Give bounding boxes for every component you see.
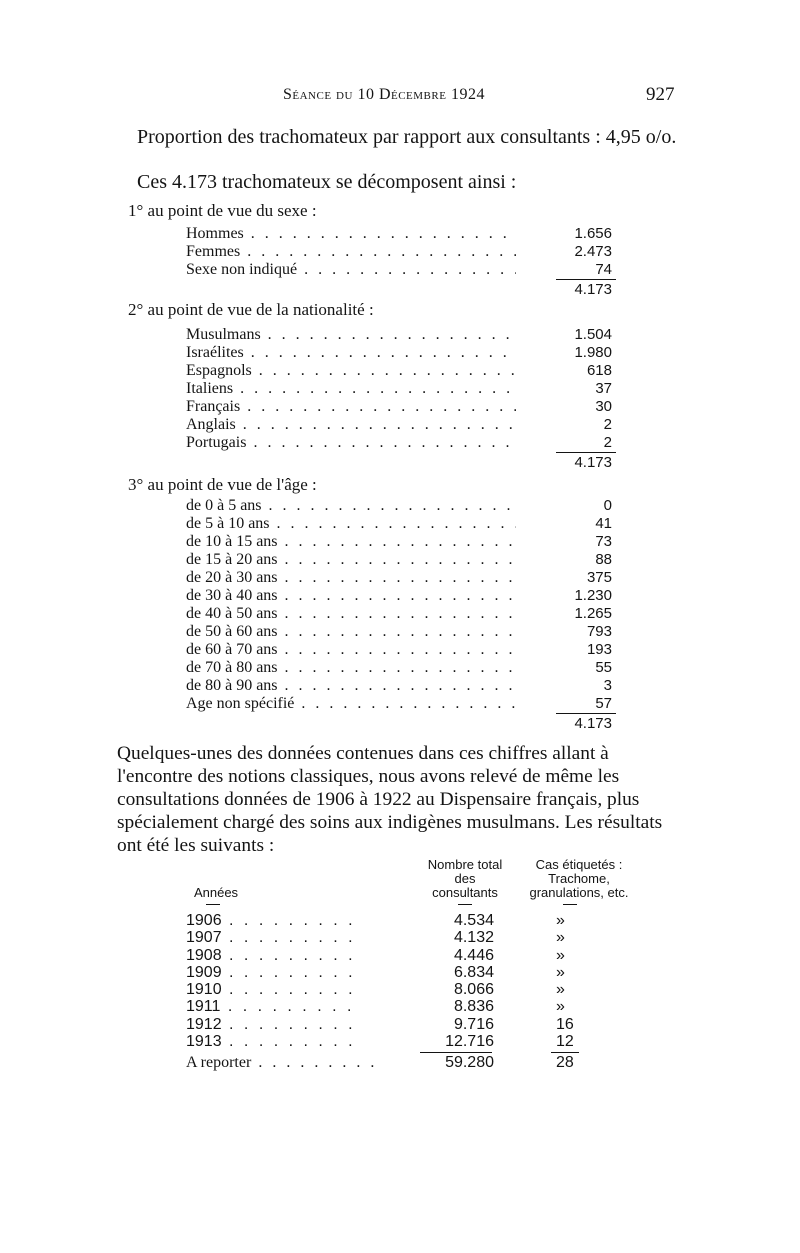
table-row bbox=[186, 605, 616, 623]
row-label: Femmes . . . bbox=[186, 243, 516, 261]
table-row bbox=[186, 344, 616, 362]
total-row bbox=[186, 454, 616, 472]
row-value: 88 bbox=[595, 551, 612, 568]
total-value: 4.173 bbox=[574, 715, 612, 732]
table-row bbox=[186, 587, 616, 605]
carry-total: 59.280 bbox=[445, 1054, 494, 1072]
row-label: Age non spécifié . . . bbox=[186, 695, 516, 713]
table-row bbox=[186, 677, 616, 695]
row-value: 618 bbox=[586, 362, 612, 379]
table-row bbox=[186, 1016, 626, 1033]
total-cell: 4.446 bbox=[453, 946, 494, 964]
row-label: de 5 à 10 ans . . . bbox=[186, 515, 516, 533]
header-line: granulations, etc. bbox=[529, 885, 629, 900]
table-row bbox=[186, 659, 616, 677]
results-paragraph: Quelques-unes des données contenues dans ces chiffres allant à l'encontre des notions classiques, nous avons relevé de même les consultations données de 1906 à 1922 au Dispensaire français, plus spécialement chargé des soins aux indigènes musulmans. Les résultats ont été les suivants : bbox=[117, 743, 663, 856]
total-cell: 9.716 bbox=[453, 1015, 494, 1033]
row-value: 2.473 bbox=[574, 243, 612, 260]
row-label: de 0 à 5 ans . . . bbox=[186, 497, 516, 515]
table-row bbox=[186, 515, 616, 533]
section-title-sexe: 1° au point de vue du sexe : bbox=[128, 201, 317, 220]
column-header-years: Années bbox=[193, 885, 239, 900]
table-yearly-consultations bbox=[186, 912, 626, 1072]
table-row bbox=[186, 981, 626, 998]
row-value: 793 bbox=[586, 623, 612, 640]
row-label: Espagnols . . . bbox=[186, 362, 516, 380]
cases-cell: » bbox=[556, 963, 565, 981]
table-sexe bbox=[186, 225, 616, 299]
section-title-age: 3° au point de vue de l'âge : bbox=[128, 475, 317, 494]
year-cell: 1912 . . . bbox=[186, 1016, 386, 1033]
header-line: Nombre total bbox=[427, 857, 503, 872]
table-row bbox=[186, 326, 616, 344]
decomposition-paragraph: Ces 4.173 trachomateux se décomposent ainsi : bbox=[137, 171, 517, 193]
row-label: de 70 à 80 ans . . . bbox=[186, 659, 516, 677]
row-label: de 60 à 70 ans . . . bbox=[186, 641, 516, 659]
table-row bbox=[186, 998, 626, 1015]
row-label: de 10 à 15 ans . . . bbox=[186, 533, 516, 551]
carry-cases: 28 bbox=[556, 1054, 574, 1072]
row-label: Italiens . . . bbox=[186, 380, 516, 398]
carry-label: A reporter . . . bbox=[186, 1054, 386, 1071]
cases-cell: » bbox=[556, 929, 565, 947]
total-cell: 6.834 bbox=[453, 963, 494, 981]
row-value: 1.265 bbox=[574, 605, 612, 622]
cases-cell: 12 bbox=[556, 1033, 574, 1051]
row-value: 55 bbox=[595, 659, 612, 676]
header-dash bbox=[206, 904, 220, 905]
table-row bbox=[186, 964, 626, 981]
row-label: Français . . . bbox=[186, 398, 516, 416]
row-value: 3 bbox=[603, 677, 612, 694]
total-cell: 4.534 bbox=[453, 912, 494, 929]
total-cell: 8.066 bbox=[453, 981, 494, 999]
total-value: 4.173 bbox=[574, 281, 612, 298]
row-value: 375 bbox=[586, 569, 612, 586]
header-line: consultants bbox=[432, 885, 498, 900]
column-header-total bbox=[410, 858, 520, 900]
total-row bbox=[186, 715, 616, 733]
header-dash bbox=[458, 904, 472, 905]
table-row bbox=[186, 362, 616, 380]
year-cell: 1910 . . . bbox=[186, 981, 386, 998]
cases-cell: » bbox=[556, 946, 565, 964]
table-row bbox=[186, 569, 616, 587]
row-label: de 20 à 30 ans . . . bbox=[186, 569, 516, 587]
table-row bbox=[186, 641, 616, 659]
cases-cell: » bbox=[556, 981, 565, 999]
row-value: 1.504 bbox=[574, 326, 612, 343]
total-cell: 4.132 bbox=[453, 929, 494, 947]
table-row bbox=[186, 497, 616, 515]
carry-forward-row bbox=[186, 1054, 626, 1071]
row-label: Israélites . . . bbox=[186, 344, 516, 362]
table-age bbox=[186, 497, 616, 733]
table-row bbox=[186, 947, 626, 964]
row-label: de 15 à 20 ans . . . bbox=[186, 551, 516, 569]
year-cell: 1906 . . . bbox=[186, 912, 386, 929]
year-cell: 1909 . . . bbox=[186, 964, 386, 981]
year-cell: 1913 . . . bbox=[186, 1033, 386, 1050]
row-value: 73 bbox=[595, 533, 612, 550]
table-row bbox=[186, 551, 616, 569]
table-row bbox=[186, 243, 616, 261]
row-label: Anglais . . . bbox=[186, 416, 516, 434]
row-label: de 80 à 90 ans . . . bbox=[186, 677, 516, 695]
total-cell: 8.836 bbox=[453, 998, 494, 1016]
table-row bbox=[186, 533, 616, 551]
table-row bbox=[186, 434, 616, 452]
row-value: 37 bbox=[595, 380, 612, 397]
table-row bbox=[186, 225, 616, 243]
column-header-cases bbox=[514, 858, 644, 900]
row-value: 0 bbox=[603, 497, 612, 514]
rule-cases bbox=[551, 1052, 579, 1053]
row-value: 57 bbox=[595, 695, 612, 712]
header-dash bbox=[563, 904, 577, 905]
row-value: 1.230 bbox=[574, 587, 612, 604]
total-row bbox=[186, 281, 616, 299]
header-line: Cas étiquetés : bbox=[535, 857, 623, 872]
table-nationalite bbox=[186, 326, 616, 472]
row-value: 193 bbox=[586, 641, 612, 658]
row-label: de 30 à 40 ans . . . bbox=[186, 587, 516, 605]
page-number: 927 bbox=[646, 84, 675, 105]
row-label: Musulmans . . . bbox=[186, 326, 516, 344]
running-title: Séance du 10 Décembre 1924 bbox=[283, 86, 485, 103]
cases-cell: » bbox=[556, 998, 565, 1016]
year-cell: 1908 . . . bbox=[186, 947, 386, 964]
table-row bbox=[186, 261, 616, 279]
year-cell: 1907 . . . bbox=[186, 929, 386, 946]
row-value: 74 bbox=[595, 261, 612, 278]
row-value: 1.656 bbox=[574, 225, 612, 242]
table-row bbox=[186, 912, 626, 929]
row-value: 41 bbox=[595, 515, 612, 532]
row-value: 2 bbox=[603, 434, 612, 451]
proportion-paragraph: Proportion des trachomateux par rapport aux consultants : 4,95 o/o. bbox=[137, 126, 677, 148]
rule-total bbox=[420, 1052, 492, 1053]
row-label: Sexe non indiqué . . . bbox=[186, 261, 516, 279]
table-row bbox=[186, 398, 616, 416]
table-row bbox=[186, 929, 626, 946]
cases-cell: » bbox=[556, 912, 565, 929]
total-value: 4.173 bbox=[574, 454, 612, 471]
table-row bbox=[186, 1033, 626, 1050]
table-row bbox=[186, 416, 616, 434]
row-label: Portugais . . . bbox=[186, 434, 516, 452]
cases-cell: 16 bbox=[556, 1015, 574, 1033]
header-line: des bbox=[454, 871, 476, 886]
row-value: 2 bbox=[603, 416, 612, 433]
row-label: de 40 à 50 ans . . . bbox=[186, 605, 516, 623]
row-value: 30 bbox=[595, 398, 612, 415]
header-line: Trachome, bbox=[548, 871, 610, 886]
row-label: de 50 à 60 ans . . . bbox=[186, 623, 516, 641]
section-title-nationalite: 2° au point de vue de la nationalité : bbox=[128, 300, 374, 319]
table-row bbox=[186, 695, 616, 713]
year-cell: 1911 . . . bbox=[186, 998, 386, 1015]
row-label: Hommes . . . bbox=[186, 225, 516, 243]
row-value: 1.980 bbox=[574, 344, 612, 361]
table-row bbox=[186, 380, 616, 398]
total-cell: 12.716 bbox=[445, 1033, 494, 1051]
table-row bbox=[186, 623, 616, 641]
page-header bbox=[0, 80, 800, 110]
